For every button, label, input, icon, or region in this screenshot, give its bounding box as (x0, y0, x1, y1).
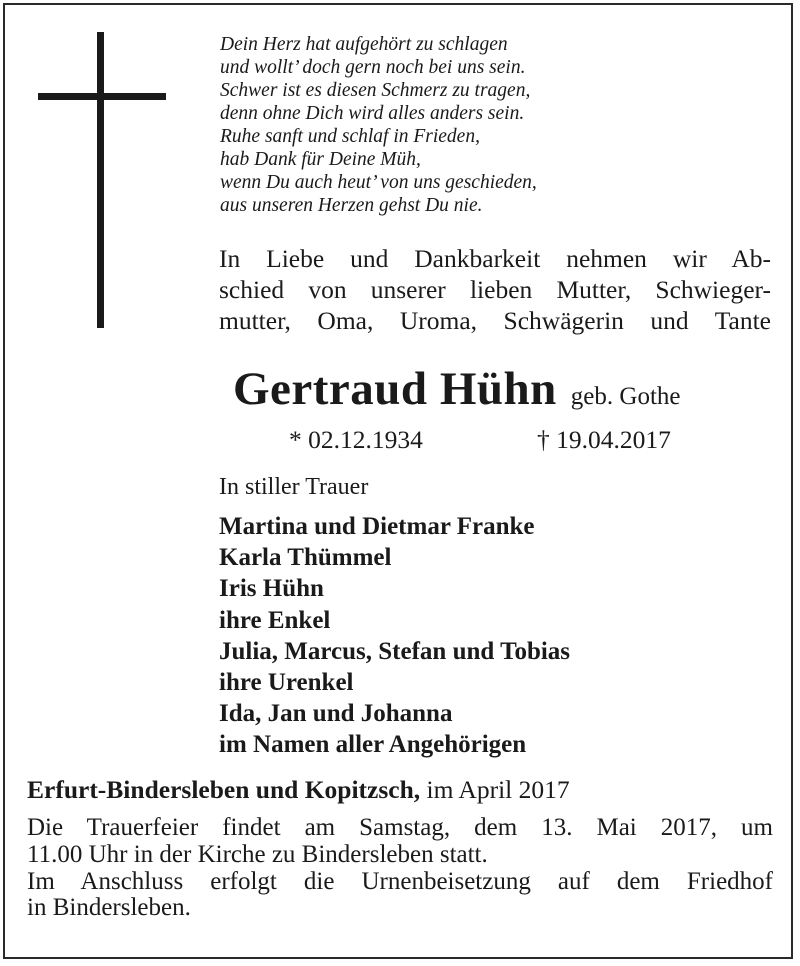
funeral-info (27, 815, 773, 922)
funeral-line: in Bindersleben. (27, 894, 191, 922)
poem-line: denn ohne Dich wird alles anders sein. (220, 103, 525, 124)
family-entry: im Namen aller Angehörigen (219, 731, 527, 759)
death-date: † 19.04.2017 (537, 425, 671, 454)
maiden-name: geb. Gothe (570, 383, 681, 410)
intro-line: schied von unserer lieben Mutter, Schwieger- (219, 275, 771, 304)
family-entry: Ida, Jan und Johanna (219, 700, 453, 728)
poem-line: Schwer ist es diesen Schmerz zu tragen, (220, 80, 531, 101)
intro-line: In Liebe und Dankbarkeit nehmen wir Ab- (219, 244, 771, 273)
poem-line: aus unseren Herzen gehst Du nie. (220, 195, 483, 216)
poem-line: und wollt’ doch gern noch bei uns sein. (220, 57, 526, 78)
family-entry: Karla Thümmel (219, 544, 392, 572)
mourning-label: In stiller Trauer (219, 474, 369, 500)
family-list (219, 511, 570, 761)
poem-line: wenn Du auch heut’ von uns geschieden, (220, 172, 537, 193)
family-entry: Julia, Marcus, Stefan und Tobias (219, 637, 571, 665)
deceased-name: Gertraud Hühn (233, 363, 557, 415)
poem (220, 33, 537, 217)
family-entry: ihre Urenkel (219, 669, 354, 697)
funeral-line: Die Trauerfeier findet am Samstag, dem 13. Mai 2017, um (27, 814, 773, 841)
family-entry: Iris Hühn (219, 575, 324, 603)
intro-text (219, 243, 771, 336)
intro-line-last: mutter, Oma, Uroma, Schwägerin und Tante (219, 306, 771, 335)
poem-line: hab Dank für Deine Müh, (220, 149, 421, 170)
family-entry: ihre Enkel (219, 606, 331, 634)
cross-vertical-bar (97, 32, 104, 328)
birth-date: * 02.12.1934 (289, 425, 423, 454)
family-entry: Martina und Dietmar Franke (219, 513, 535, 540)
place-date-line (27, 775, 570, 805)
deceased-name-line (233, 362, 681, 416)
cross-horizontal-bar (38, 93, 166, 100)
place-date: im April 2017 (426, 775, 570, 804)
funeral-line: Im Anschluss erfolgt die Urnenbeisetzung auf dem Friedhof (27, 867, 773, 895)
poem-line: Dein Herz hat aufgehört zu schlagen (220, 34, 508, 55)
funeral-line: 11.00 Uhr in der Kirche zu Bindersleben statt. (27, 840, 488, 868)
poem-line: Ruhe sanft und schlaf in Frieden, (220, 126, 480, 147)
place-location: Erfurt-Bindersleben und Kopitzsch, (27, 775, 421, 804)
